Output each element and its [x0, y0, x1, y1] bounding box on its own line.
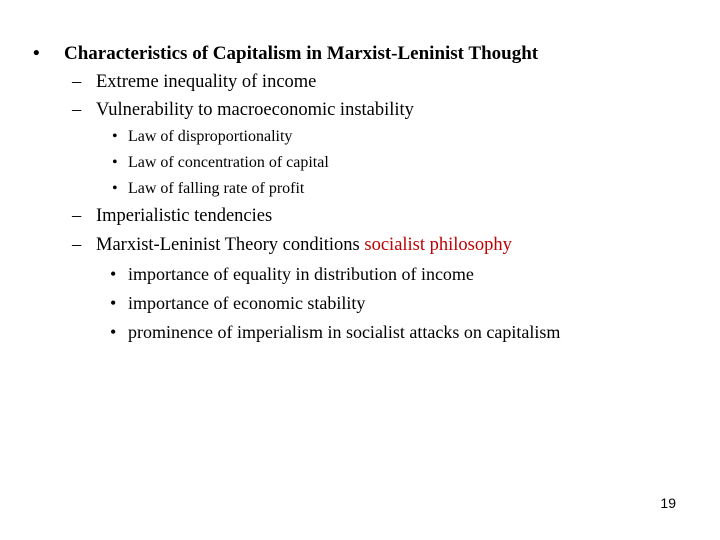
bullet-icon: •	[110, 322, 117, 342]
highlighted-phrase: socialist philosophy	[364, 235, 512, 255]
sub-list-item: Law of concentration of capital	[128, 154, 329, 171]
dash-icon: –	[72, 100, 82, 120]
dash-icon: –	[72, 72, 82, 92]
sub-list-item: prominence of imperialism in socialist attacks on capitalism	[128, 322, 561, 342]
bullet-icon: •	[33, 43, 40, 64]
sub-list-item: Law of falling rate of profit	[128, 180, 305, 197]
list-item: Extreme inequality of income	[96, 72, 317, 92]
bullet-icon: •	[110, 293, 117, 313]
sub-list-item: Law of disproportionality	[128, 128, 293, 145]
bullet-icon: •	[110, 264, 117, 284]
bullet-icon: •	[112, 154, 118, 171]
sub-list-item: importance of equality in distribution of income	[128, 264, 474, 284]
list-item: Vulnerability to macroeconomic instability	[96, 100, 414, 120]
list-item: Imperialistic tendencies	[96, 206, 273, 226]
dash-icon: –	[72, 235, 82, 255]
bullet-icon: •	[112, 180, 118, 197]
list-item	[96, 236, 512, 255]
slide-heading: Characteristics of Capitalism in Marxist-Leninist Thought	[64, 43, 539, 64]
sub-list-item: importance of economic stability	[128, 293, 366, 313]
bullet-icon: •	[112, 128, 118, 145]
page-number: 19	[660, 495, 676, 511]
dash-icon: –	[72, 206, 82, 226]
list-item-prefix: Marxist-Leninist Theory conditions	[96, 235, 365, 255]
